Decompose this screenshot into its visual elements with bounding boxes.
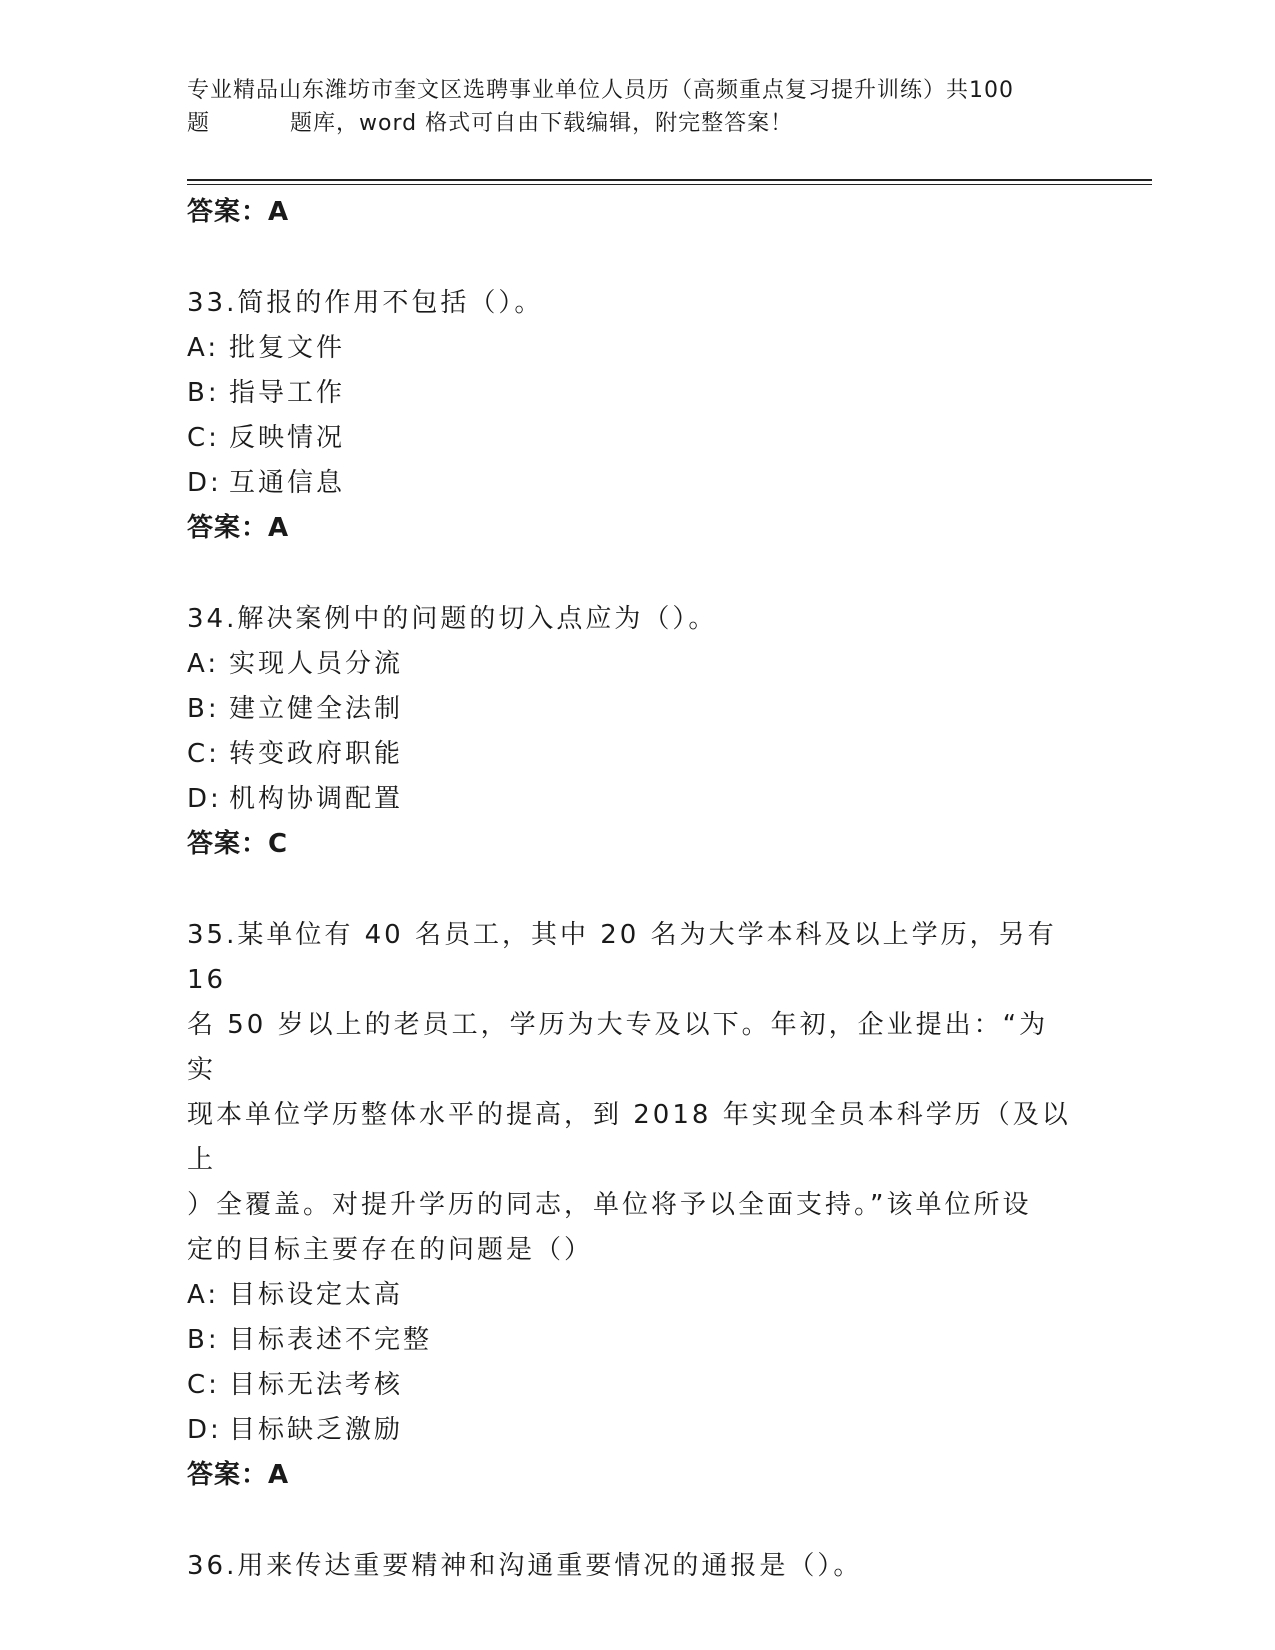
option-text: 实现人员分流: [229, 649, 404, 679]
option-letter: A:: [187, 649, 220, 679]
option-text: 指导工作: [229, 378, 346, 408]
option-d: [187, 461, 1077, 506]
option-letter: B:: [187, 694, 220, 724]
option-text: 互通信息: [229, 468, 346, 498]
question-stem-line: 现本单位学历整体水平的提高，到 2018 年实现全员本科学历（及以上: [187, 1100, 1071, 1175]
option-letter: C:: [187, 423, 220, 453]
option-c: [187, 416, 1077, 461]
option-letter: D:: [187, 784, 222, 814]
answer-line: [187, 1453, 1077, 1498]
answer-label: 答案：: [187, 829, 269, 859]
option-letter: C:: [187, 739, 220, 769]
question-stem-line: 定的目标主要存在的问题是（）: [187, 1235, 594, 1265]
option-letter: D:: [187, 1415, 222, 1445]
answer-label: 答案：: [187, 1460, 269, 1490]
header-line-2-start: 题: [187, 111, 211, 136]
option-b: [187, 371, 1077, 416]
option-letter: A:: [187, 1280, 220, 1310]
answer-value: A: [268, 513, 290, 543]
answer-line: [187, 190, 1077, 235]
question-stem-line: ）全覆盖。对提升学历的同志，单位将予以全面支持。”该单位所设: [187, 1190, 1032, 1220]
header-line-1: 专业精品山东潍坊市奎文区选聘事业单位人员历（高频重点复习提升训练）共100: [187, 78, 1014, 103]
answer-line: [187, 822, 1077, 867]
option-letter: D:: [187, 468, 222, 498]
header-rule-thick: [187, 179, 1152, 181]
question-stem: 36.用来传达重要精神和沟通重要情况的通报是（）。: [187, 1551, 863, 1581]
option-a: [187, 326, 1077, 371]
answer-label: 答案：: [187, 513, 269, 543]
option-text: 反映情况: [229, 423, 346, 453]
option-text: 批复文件: [229, 333, 346, 363]
option-letter: C:: [187, 1370, 220, 1400]
answer-label: 答案：: [187, 197, 269, 227]
option-text: 转变政府职能: [229, 739, 404, 769]
question-33: [187, 281, 1077, 551]
option-text: 机构协调配置: [229, 784, 404, 814]
option-text: 目标缺乏激励: [229, 1415, 404, 1445]
option-letter: B:: [187, 378, 220, 408]
option-text: 目标表述不完整: [229, 1325, 433, 1355]
option-d: [187, 777, 1077, 822]
option-b: [187, 687, 1077, 732]
question-stem-line: 35.某单位有 40 名员工，其中 20 名为大学本科及以上学历，另有 16: [187, 920, 1057, 995]
option-d: [187, 1408, 1077, 1453]
header-rule-thin: [187, 184, 1152, 185]
option-text: 目标设定太高: [229, 1280, 404, 1310]
question-35: [187, 913, 1077, 1498]
question-36: [187, 1544, 1077, 1589]
answer-value: A: [268, 197, 290, 227]
answer-value: A: [268, 1460, 290, 1490]
answer-line: [187, 506, 1077, 551]
question-stem: 34.解决案例中的问题的切入点应为（）。: [187, 604, 718, 634]
question-list: [187, 190, 1077, 1589]
answer-value: C: [268, 829, 289, 859]
option-letter: B:: [187, 1325, 220, 1355]
question-34: [187, 597, 1077, 867]
option-text: 建立健全法制: [229, 694, 404, 724]
option-a: [187, 642, 1077, 687]
question-stem-line: 名 50 岁以上的老员工，学历为大专及以下。年初，企业提出：“为实: [187, 1010, 1049, 1085]
option-a: [187, 1273, 1077, 1318]
question-stem: 33.简报的作用不包括（）。: [187, 288, 544, 318]
header-line-2-rest: 题库，word 格式可自由下载编辑，附完整答案！: [290, 111, 794, 136]
option-letter: A:: [187, 333, 220, 363]
option-c: [187, 1363, 1077, 1408]
header-line-2: [187, 107, 1087, 140]
option-c: [187, 732, 1077, 777]
page-header: [187, 74, 1087, 140]
option-b: [187, 1318, 1077, 1363]
option-text: 目标无法考核: [229, 1370, 404, 1400]
